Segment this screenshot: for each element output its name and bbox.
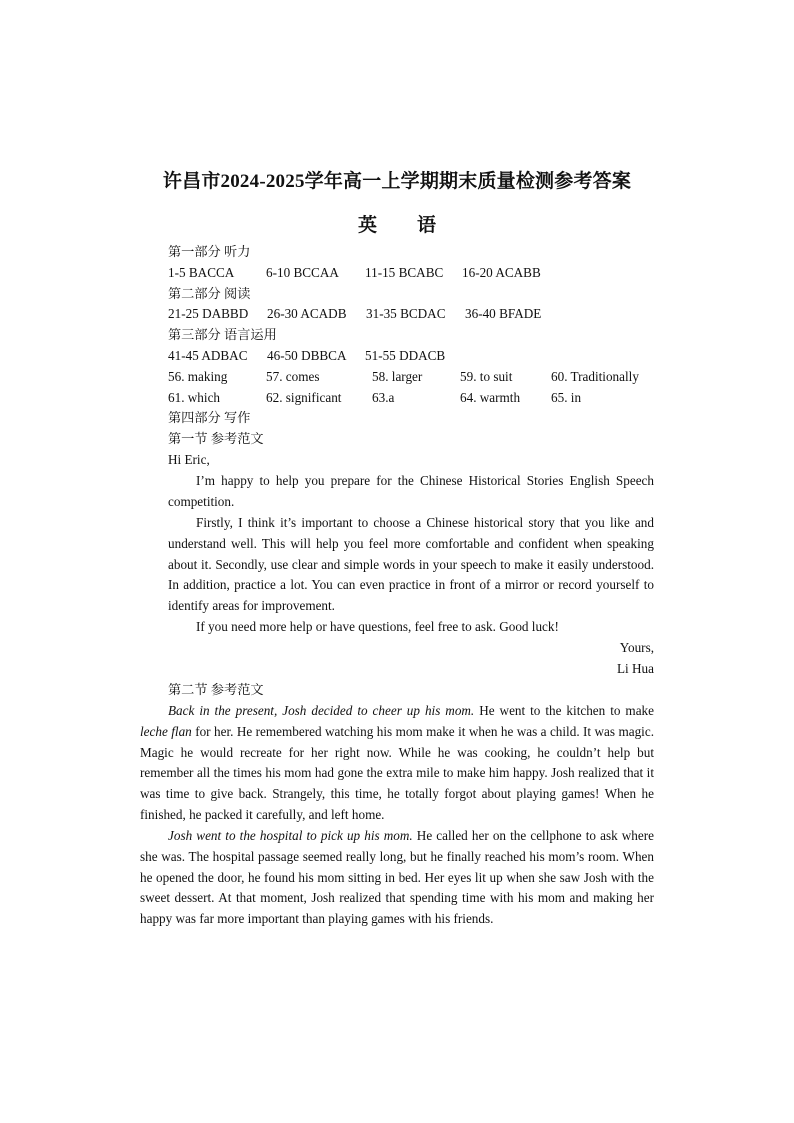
answer-group: 51-55 DDACB <box>365 347 446 363</box>
fill-answer: 65. in <box>551 389 582 405</box>
story-paragraph-2 <box>140 826 654 930</box>
fill-answer: 58. larger <box>372 368 423 384</box>
dish-name: leche flan <box>140 723 192 739</box>
story-lead-sentence-2: Josh went to the hospital to pick up his mom. <box>168 828 413 843</box>
answer-group: 1-5 BACCA <box>168 264 235 280</box>
letter-closing: Yours, <box>619 640 654 655</box>
answer-group: 26-30 ACADB <box>267 306 347 322</box>
fill-answer: 63.a <box>372 389 395 405</box>
fill-answer: 57. comes <box>266 368 320 384</box>
story-paragraph-1 <box>140 701 654 826</box>
section2-heading: 第二节 参考范文 <box>168 682 264 697</box>
answer-group: 46-50 DBBCA <box>267 347 347 363</box>
letter-paragraph: If you need more help or have questions, feel free to ask. Good luck! <box>196 619 559 634</box>
answer-group: 21-25 DABBD <box>168 306 249 322</box>
story-text: He went to the kitchen to make <box>474 703 654 718</box>
story-text: for her. He remembered watching his mom make it when he was a child. It was magic. Magic he would recreate for her right now. While he was cooking, he couldn’t help but remember all the times his mom had gone the extra mile to make him happy. Josh realized that it was time to give back. Strangely, this time, he totally forgot about playing games! When he finished, he packed it carefully, and left home. <box>140 723 654 822</box>
part3-fill-answers-row-1 <box>0 367 794 388</box>
part2-answers-row <box>0 304 794 325</box>
part1-listening <box>0 242 794 471</box>
fill-answer: 56. making <box>168 368 228 384</box>
part4-heading: 第四部分 写作 <box>168 410 251 426</box>
letter-paragraph: Firstly, I think it’s important to choose a Chinese historical story that you like and understand well. This will help you feel more comfortable and confident when speaking about it. Secondly, use clear and simple words in your speech to make it easily understood. In addition, practice a lot. You can even practice in front of a mirror or record yourself to identify areas for improvement. <box>168 515 654 614</box>
answer-group: 11-15 BCABC <box>365 264 444 280</box>
subject-char-1: 英 <box>357 215 377 236</box>
part2-heading: 第二部分 阅读 <box>168 285 251 301</box>
answer-group: 16-20 ACABB <box>462 264 541 280</box>
fill-answer: 64. warmth <box>460 389 521 405</box>
answer-group: 36-40 BFADE <box>465 306 542 322</box>
part3-fill-answers-row-2 <box>0 388 794 409</box>
subject-heading <box>0 210 794 237</box>
fill-answer: 61. which <box>168 389 221 405</box>
part1-heading: 第一部分 听力 <box>168 244 251 259</box>
part1-answers-row <box>0 263 794 284</box>
story-text: He called her on the cellphone to ask where she was. The hospital passage seemed really long, but he finally reached his mom’s room. When he opened the door, he found his mom sitting in bed. Her eyes lit up when she saw Josh with the sweet dessert. At that moment, Josh realized that spending time with his mom and making her happy was far more important than playing games with his friends. <box>140 828 654 927</box>
part3-mc-answers-row <box>0 346 794 367</box>
fill-answer: 60. Traditionally <box>551 368 639 384</box>
page-title: 许昌市2024-2025学年高一上学期期末质量检测参考答案 <box>162 171 632 192</box>
subject-char-2: 语 <box>417 215 437 236</box>
letter-paragraph: I’m happy to help you prepare for the Chinese Historical Stories English Speech competition. <box>168 473 654 509</box>
fill-answer: 62. significant <box>266 389 342 405</box>
fill-answer: 59. to suit <box>460 368 513 384</box>
section1-heading: 第一节 参考范文 <box>168 431 264 447</box>
answer-group: 41-45 ADBAC <box>168 347 248 363</box>
part3-heading: 第三部分 语言运用 <box>168 327 277 343</box>
answer-group: 31-35 BCDAC <box>366 306 446 322</box>
answer-group: 6-10 BCCAA <box>266 264 339 280</box>
letter-greeting: Hi Eric, <box>168 451 210 467</box>
letter-signature: Li Hua <box>617 661 654 676</box>
story-lead-sentence-1: Back in the present, Josh decided to cheer up his mom. <box>168 703 475 718</box>
